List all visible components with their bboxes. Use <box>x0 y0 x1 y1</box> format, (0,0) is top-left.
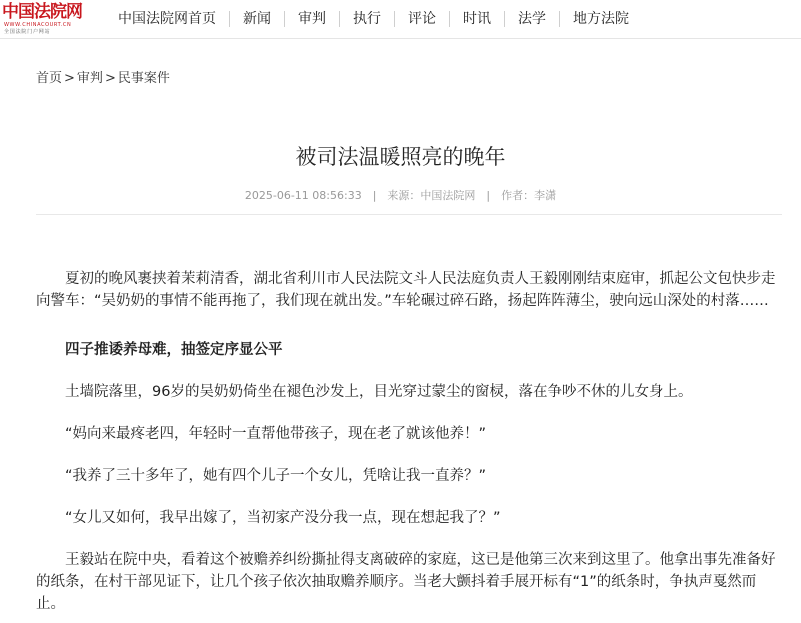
nav-item-commentary[interactable]: 评论 <box>394 11 449 27</box>
article-quote: “妈向来最疼老四，年轻时一直帮他带孩子，现在老了就该他养！” <box>65 426 487 442</box>
logo-url: WWW.CHINACOURT.CN <box>4 22 72 28</box>
breadcrumb-trial[interactable]: 审判 <box>76 71 103 86</box>
breadcrumb-separator: > <box>64 71 75 86</box>
title-divider <box>36 214 782 215</box>
article-datetime: 2025-06-11 08:56:33 <box>244 189 362 202</box>
nav-item-enforcement[interactable]: 执行 <box>339 11 394 27</box>
meta-divider: | <box>372 189 377 202</box>
site-logo[interactable] <box>2 2 82 36</box>
nav-item-trial[interactable]: 审判 <box>284 11 339 27</box>
article-paragraph: 夏初的晚风裹挟着茉莉清香，湖北省利川市人民法院文斗人民法庭负责人王毅刚刚结束庭审，抓起公文包快步走向警车：“吴奶奶的事情不能再拖了，我们现在就出发。”车轮碾过碎石路，扬起阵阵薄尘，驶向远山深处的村落…… <box>36 271 776 309</box>
nav-item-bulletin[interactable]: 时讯 <box>449 11 504 27</box>
article-paragraph: 土墙院落里，96岁的吴奶奶倚坐在褪色沙发上，目光穿过蒙尘的窗棂，落在争吵不休的儿女身上。 <box>65 384 693 400</box>
logo-subtitle: 全国法院门户网站 <box>4 29 51 35</box>
article-meta <box>0 189 801 203</box>
nav-item-news[interactable]: 新闻 <box>229 11 284 27</box>
site-header <box>0 0 801 39</box>
main-nav <box>104 0 642 38</box>
article-title: 被司法温暖照亮的晚年 <box>295 145 506 170</box>
logo-name: 中国法院网 <box>2 2 82 22</box>
article-paragraph: 王毅站在院中央，看着这个被赡养纠纷撕扯得支离破碎的家庭，这已是他第三次来到这里了。他拿出事先准备好的纸条，在村干部见证下，让几个孩子依次抽取赡养顺序。当老大颤抖着手展开标有“1”的纸条时，争执声戛然而止。 <box>36 552 776 612</box>
article-quote: “我养了三十多年了，她有四个儿子一个女儿，凭啥让我一直养？” <box>65 468 487 484</box>
breadcrumb-separator: > <box>104 71 116 86</box>
breadcrumb <box>36 71 170 87</box>
meta-divider: | <box>486 189 491 202</box>
article-body <box>36 268 782 615</box>
breadcrumb-civil-cases[interactable]: 民事案件 <box>117 71 170 86</box>
nav-item-legal-studies[interactable]: 法学 <box>504 11 559 27</box>
article-quote: “女儿又如何，我早出嫁了，当初家产没分我一点，现在想起我了？” <box>65 510 501 526</box>
nav-item-home[interactable]: 中国法院网首页 <box>118 11 216 27</box>
article-author: 作者：李潇 <box>501 189 557 202</box>
article-subheading: 四子推诿养母难，抽签定序显公平 <box>65 341 283 358</box>
breadcrumb-home[interactable]: 首页 <box>36 71 63 86</box>
article-source: 来源：中国法院网 <box>387 189 476 202</box>
nav-item-local-courts[interactable]: 地方法院 <box>559 11 642 27</box>
